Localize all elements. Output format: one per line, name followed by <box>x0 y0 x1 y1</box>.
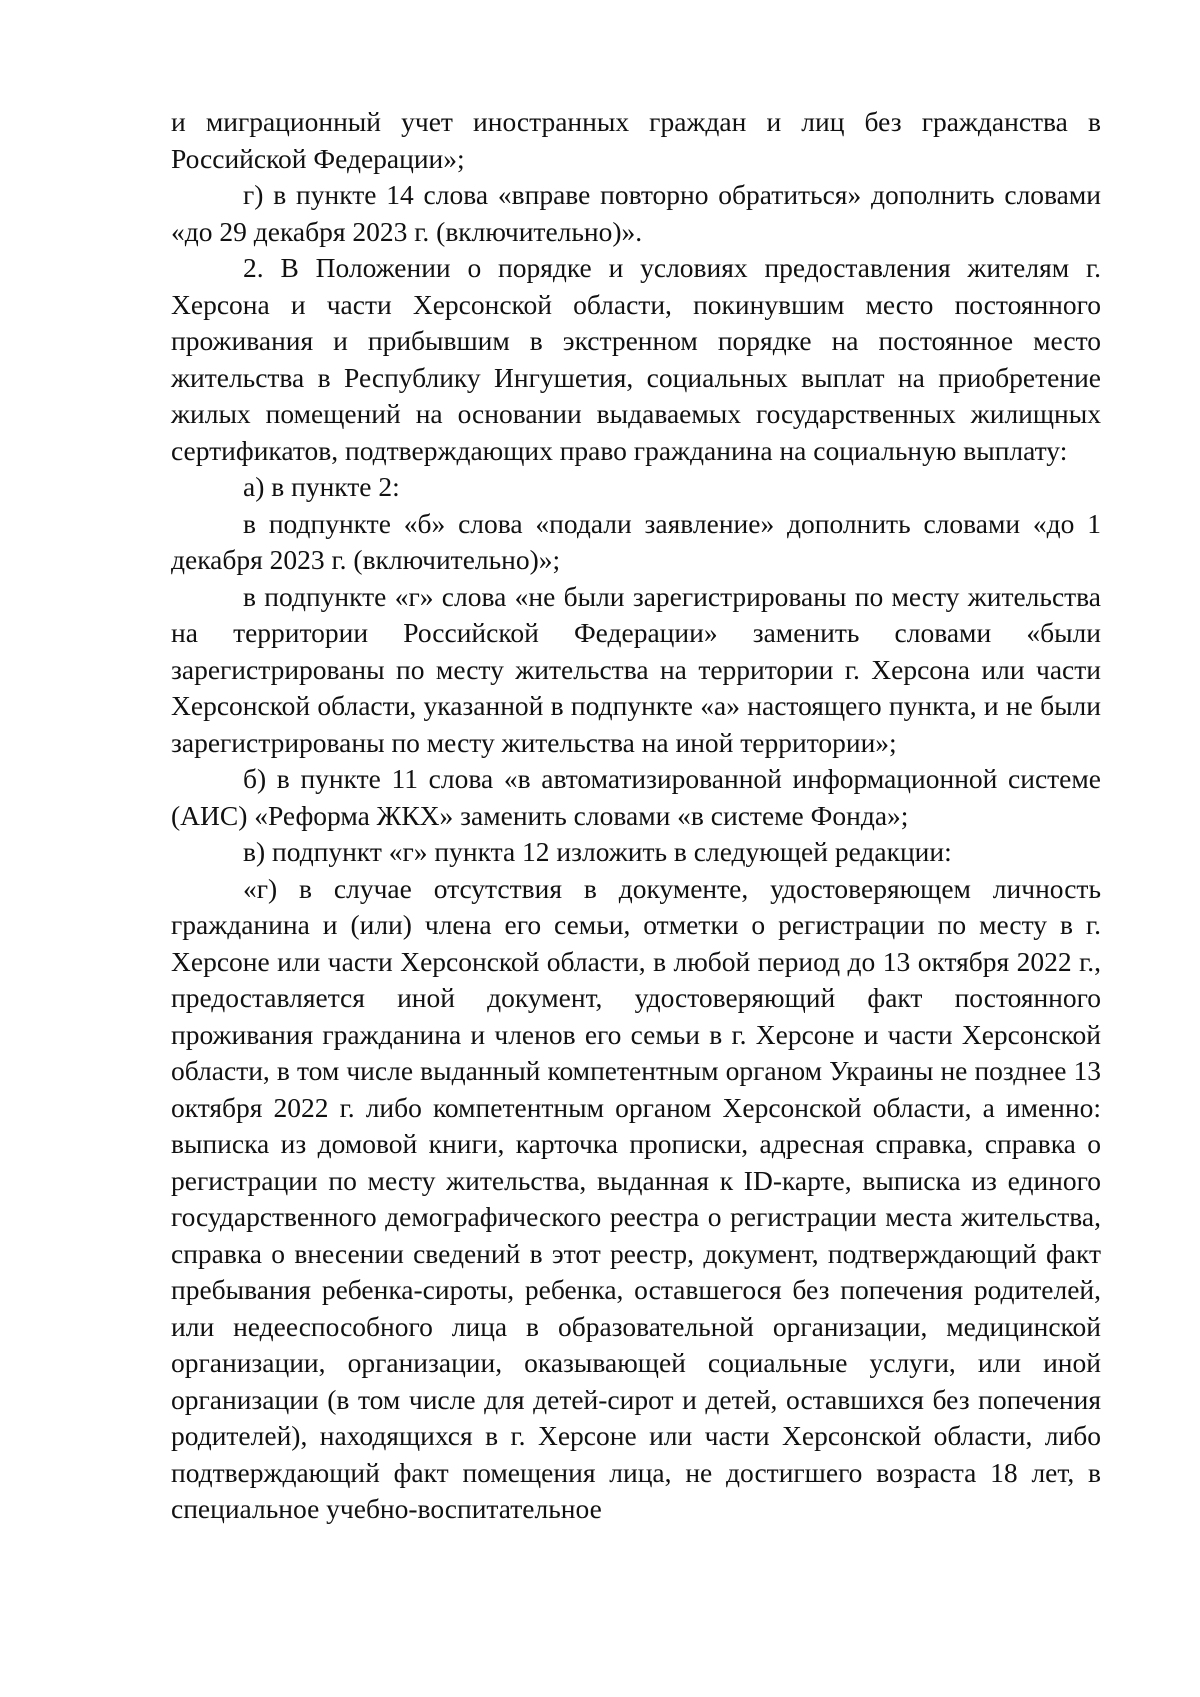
document-body <box>171 104 1101 1528</box>
paragraph-item-a-point-2: а) в пункте 2: <box>243 471 400 502</box>
paragraph-section-2: 2. В Положении о порядке и условиях предоставления жителям г. Херсона и части Херсонской области, покинувшим место постоянного проживания и прибывшим в экстренном порядке на постоянное место жительства в Республику Ингушетия, социальных выплат на приобретение жилых помещений на основании выдаваемых государственных жилищных сертификатов, подтверждающих право гражданина на социальную выплату: <box>171 252 1101 466</box>
paragraph-subpoint-g: в подпункте «г» слова «не были зарегистрированы по месту жительства на территории Российской Федерации» заменить словами «были зарегистрированы по месту жительства на территории г. Херсона или части Херсонской области, указанной в подпункте «а» настоящего пункта, и не были зарегистрированы по месту жительства на иной территории»; <box>171 580 1101 758</box>
paragraph-subpoint-b: в подпункте «б» слова «подали заявление» дополнить словами «до 1 декабря 2023 г. (включительно)»; <box>171 507 1101 575</box>
paragraph-item-g-point-14: г) в пункте 14 слова «вправе повторно обратиться» дополнить словами «до 29 декабря 2023 г. (включительно)». <box>171 179 1101 247</box>
paragraph-continuation: и миграционный учет иностранных граждан и лиц без гражданства в Российской Федерации»; <box>171 106 1101 174</box>
paragraph-item-b-point-11: б) в пункте 11 слова «в автоматизированной информационной системе (АИС) «Реформа ЖКХ» заменить словами «в системе Фонда»; <box>171 763 1101 831</box>
paragraph-new-subpoint-g: «г) в случае отсутствия в документе, удостоверяющем личность гражданина и (или) члена его семьи, отметки о регистрации по месту в г. Херсоне или части Херсонской области, в любой период до 13 октября 2022 г., предоставляется иной документ, удостоверяющий факт постоянного проживания гражданина и членов его семьи в г. Херсоне и части Херсонской области, в том числе выданный компетентным органом Украины не позднее 13 октября 2022 г. либо компетентным органом Херсонской области, а именно: выписка из домовой книги, карточка прописки, адресная справка, справка о регистрации по месту жительства, выданная к ID-карте, выписка из единого государственного демографического реестра о регистрации места жительства, справка о внесении сведений в этот реестр, документ, подтверждающий факт пребывания ребенка-сироты, ребенка, оставшегося без попечения родителей, или недееспособного лица в образовательной организации, медицинской организации, организации, оказывающей социальные услуги, или иной организации (в том числе для детей-сирот и детей, оставшихся без попечения родителей), находящихся в г. Херсоне или части Херсонской области, либо подтверждающий факт помещения лица, не достигшего возраста 18 лет, в специальное учебно-воспитательное <box>171 872 1101 1524</box>
paragraph-item-v-point-12: в) подпункт «г» пункта 12 изложить в следующей редакции: <box>243 836 952 867</box>
